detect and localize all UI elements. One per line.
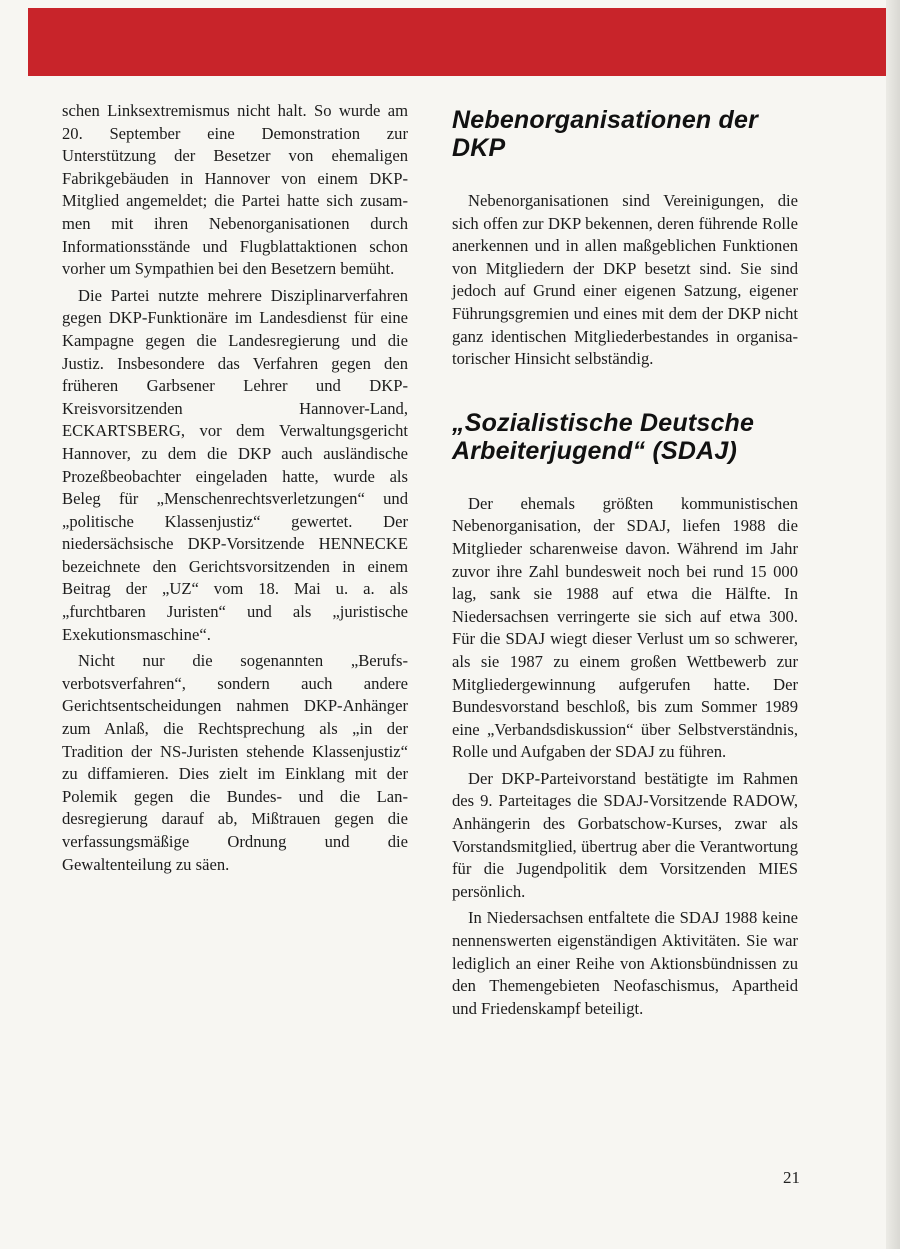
page-edge-shadow (886, 0, 900, 1249)
section-2-paragraph-1: Der ehemals größten kommunistischen Nebenorganisation, der SDAJ, liefen 1988 die Mitglieder scharenweise davon. Während im Jahr zuvor ihre Zahl bundesweit noch bei rund 15 000 lag, sank sie 1988 auf etwa die Hälfte. In Niedersachsen verringerte sie sich auf etwa 300. Für die SDAJ wiegt dieser Verlust um so schwerer, als sie 1987 zu einem großen Wettbewerb zur Mitgliedergewinnung aufgerufen hatte. Der Bundesvorstand beschloß, bis zum Sommer 1989 eine „Verbandsdiskussion“ über Selbstverständnis, Rolle und Aufgaben der SDAJ zu führen. (452, 493, 798, 762)
header-color-band (28, 8, 888, 76)
page-number: 21 (783, 1168, 800, 1187)
left-paragraph-3: Nicht nur die sogenannten „Berufsverbotsverfahren“, sondern auch andere Gerichtsentscheidungen nahmen DKP-Anhänger zum Anlaß, die Rechtsprechung als „in der Tradition der NS-Juristen stehende Klassenjustiz“ zu diffamieren. Dies zielt im Einklang mit der Polemik gegen die Bundes- und die Landesregierung darauf ab, Mißtrauen gegen die verfassungsmäßige Ordnung und die Gewaltenteilung zu säen. (62, 651, 408, 874)
left-paragraph-2: Die Partei nutzte mehrere Disziplinarverfahren gegen DKP-Funktionäre im Landesdienst für eine Kampagne gegen die Landesregierung und die Justiz. Insbesondere das Verfahren gegen den früheren Garbsener Lehrer und DKP-Kreisvorsitzenden Hannover-Land, ECKARTSBERG, vor dem Verwaltungsgericht Hannover, zu dem die DKP auch ausländische Prozeßbeobachter eingeladen hatte, wurde als Beleg für „Menschenrechtsverletzungen“ und „politische Klassenjustiz“ gewertet. Der niedersächsische DKP-Vorsitzende HENNECKE bezeichnete den Gerichtsvorsitzenden in einem Beitrag der „UZ“ vom 18. Mai u. a. als „furchtbaren Juristen“ und als „juristische Exekutionsmaschine“. (62, 285, 408, 644)
section-1-paragraph-1: Nebenorganisationen sind Vereinigungen, die sich offen zur DKP bekennen, deren führende Rolle anerkennen und in allen maßgeblichen Funktionen von Mitgliedern der DKP besetzt sind. Sie sind jedoch auf Grund einer eigenen Satzung, eigener Führungsgremien und eines mit dem der DKP nicht ganz identischen Mitgliederbestandes in organisatorischer Hinsicht selbständig. (452, 191, 798, 369)
heading-nebenorganisationen: Nebenorganisationen der DKP (452, 106, 759, 162)
left-paragraph-1: schen Linksextremismus nicht halt. So wurde am 20. September eine Demonstration zur Unterstützung der Besetzer von ehemaligen Fabrikgebäuden in Hannover von einem DKP-Mitglied angemeldet; die Partei hatte sich zusammen mit ihren Nebenorganisationen durch Informationsstände und Flugblattaktionen schon vorher um Sympathien bei den Besetzern bemüht. (62, 101, 408, 279)
left-text-column (62, 100, 408, 876)
right-text-column (452, 100, 798, 1020)
heading-sdaj: „Sozialistische Deutsche Arbeiterjugend“ (SDAJ) (452, 408, 755, 465)
section-2-paragraph-3: In Niedersachsen entfaltete die SDAJ 1988 keine nennenswerten eigenständigen Aktivitäten. Sie war lediglich an einer Reihe von Aktionsbündnissen zu den Themengebieten Neofaschismus, Apartheid und Friedenskampf beteiligt. (452, 908, 798, 1018)
section-2-paragraph-2: Der DKP-Parteivorstand bestätigte im Rahmen des 9. Parteitages die SDAJ-Vorsitzende RADOW, Anhängerin des Gorbatschow-Kurses, zwar als Vorstandsmitglied, übertrug aber die Verantwortung für die Jugendpolitik dem Vorsitzenden MIES persönlich. (452, 768, 798, 901)
